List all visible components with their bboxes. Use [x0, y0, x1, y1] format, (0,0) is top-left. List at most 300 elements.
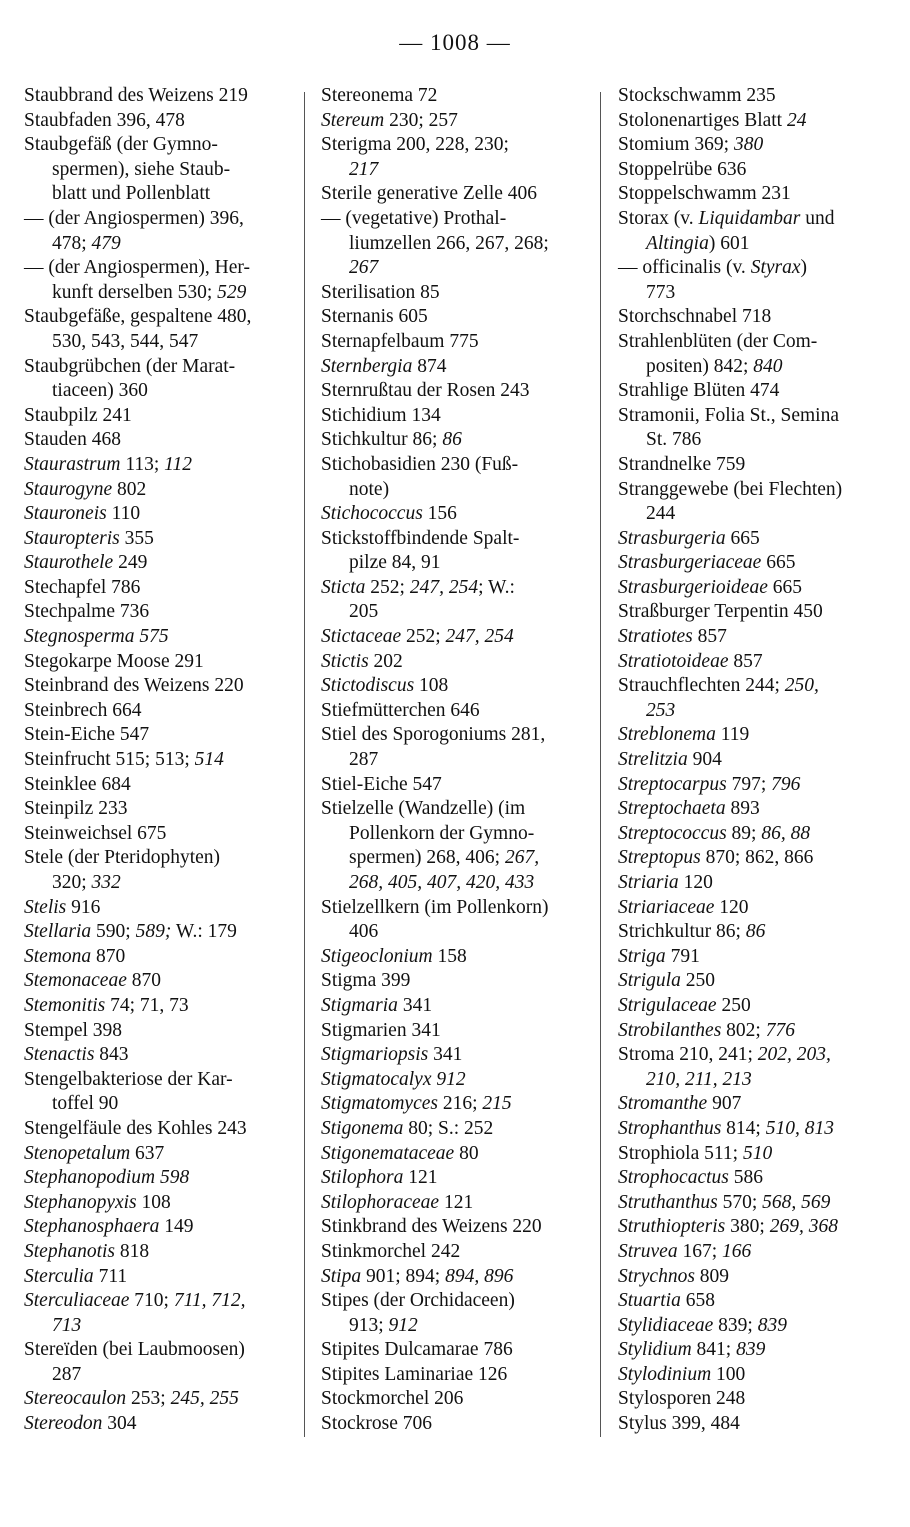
index-entry-line — [24, 945, 296, 970]
index-entry-continuation — [321, 478, 593, 503]
text: 80; S.: 252 — [403, 1117, 494, 1139]
italic-text: 776 — [765, 1019, 795, 1041]
index-entry — [321, 1289, 593, 1338]
text: ; W.: — [478, 576, 515, 598]
text: Stereïden (bei Laubmoosen) — [24, 1339, 245, 1361]
index-entry — [618, 1338, 890, 1363]
italic-text: 253 — [646, 699, 676, 721]
text: 216; — [437, 1093, 483, 1115]
text: 530, 543, 544, 547 — [52, 330, 199, 352]
text: 89; — [726, 822, 762, 844]
index-entry-line — [321, 945, 593, 970]
text: 773 — [646, 281, 676, 303]
text: 870 — [126, 970, 161, 992]
italic-text: Stephanopyxis — [24, 1191, 137, 1213]
index-column-3 — [618, 84, 890, 1437]
index-entry-line — [618, 1314, 890, 1339]
index-entry-line — [618, 896, 890, 921]
italic-text: Sticta — [321, 576, 366, 598]
italic-text: Stenopetalum — [24, 1142, 131, 1164]
italic-text: Struvea — [618, 1240, 678, 1262]
text: 802; — [721, 1019, 766, 1041]
index-entry — [24, 1166, 296, 1191]
index-entry — [618, 1043, 890, 1092]
index-entry — [618, 109, 890, 134]
index-column-1 — [24, 84, 296, 1437]
index-entry-line — [618, 1387, 890, 1412]
text: 121 — [403, 1167, 438, 1189]
index-entry — [24, 207, 296, 256]
italic-text: 711, 712, — [173, 1290, 246, 1312]
text: Sterile generative Zelle 406 — [321, 183, 538, 205]
index-entry-line — [24, 551, 296, 576]
index-entry — [24, 1412, 296, 1437]
index-entry — [321, 84, 593, 109]
text: 121 — [439, 1191, 474, 1213]
text: 590; — [91, 921, 136, 943]
italic-text: Stipa — [321, 1265, 362, 1287]
index-entry — [321, 896, 593, 945]
text: Stipites Dulcamarae 786 — [321, 1339, 513, 1361]
index-entry-continuation — [24, 379, 296, 404]
text: 857 — [728, 650, 763, 672]
index-entry-line — [321, 1387, 593, 1412]
italic-text: Stigmatocalyx 912 — [321, 1068, 466, 1090]
index-entry-line — [24, 748, 296, 773]
italic-text: 713 — [52, 1314, 82, 1336]
italic-text: 210, 211, 213 — [646, 1068, 752, 1090]
text: — (der Angiospermen), Her- — [24, 257, 250, 279]
italic-text: 86 — [442, 429, 462, 451]
italic-text: Staurothele — [24, 552, 114, 574]
italic-text: Stilophora — [321, 1167, 404, 1189]
italic-text: Stellaria — [24, 921, 92, 943]
index-entry — [24, 502, 296, 527]
text: Stinkmorchel 242 — [321, 1240, 461, 1262]
text: 149 — [159, 1216, 194, 1238]
index-entry-continuation — [24, 1363, 296, 1388]
index-entry — [321, 379, 593, 404]
index-entry — [618, 527, 890, 552]
text: Staubgefäß (der Gymno- — [24, 134, 218, 156]
text: Stramonii, Folia St., Semina — [618, 404, 840, 426]
index-entry-line — [618, 109, 890, 134]
index-entry-line — [618, 404, 890, 429]
text: Steinweichsel 675 — [24, 822, 167, 844]
index-entry — [321, 355, 593, 380]
text: note) — [349, 478, 390, 500]
index-entry-line — [321, 527, 593, 552]
index-entry-continuation — [618, 699, 890, 724]
index-entry-line — [24, 896, 296, 921]
index-entry — [321, 1117, 593, 1142]
italic-text: 217 — [349, 158, 379, 180]
index-entry — [24, 600, 296, 625]
index-entry-line — [24, 305, 296, 330]
text: 893 — [725, 798, 760, 820]
text: 665 — [725, 527, 760, 549]
index-entry — [24, 355, 296, 404]
italic-text: Altingia — [646, 232, 709, 254]
index-entry — [618, 330, 890, 379]
index-entry — [24, 1142, 296, 1167]
text: 380; — [725, 1216, 770, 1238]
text: liumzellen 266, 267, 268; — [349, 232, 549, 254]
text: Staubbrand des Weizens 219 — [24, 85, 248, 106]
index-entry — [618, 158, 890, 183]
index-entry — [618, 453, 890, 478]
index-entry — [618, 650, 890, 675]
index-entry-line — [321, 674, 593, 699]
index-entry-line — [24, 699, 296, 724]
italic-text: 215 — [482, 1093, 512, 1115]
index-entry-line — [321, 428, 593, 453]
italic-text: Stephanotis — [24, 1240, 115, 1262]
italic-text: Staurogyne — [24, 478, 113, 500]
index-entry — [24, 748, 296, 773]
index-entry-line — [618, 330, 890, 355]
index-entry — [618, 1240, 890, 1265]
index-entry — [24, 773, 296, 798]
index-entry-continuation — [24, 1092, 296, 1117]
index-entry — [321, 969, 593, 994]
italic-text: Sterculiaceae — [24, 1290, 130, 1312]
index-entry — [321, 699, 593, 724]
index-entry — [321, 625, 593, 650]
index-entry — [321, 428, 593, 453]
index-entry — [24, 969, 296, 994]
index-entry — [24, 404, 296, 429]
index-entry-line — [321, 404, 593, 429]
italic-text: 267, — [504, 847, 540, 869]
index-entry — [24, 1191, 296, 1216]
index-entry — [24, 527, 296, 552]
index-entry-line — [24, 1142, 296, 1167]
index-entry-line — [618, 1117, 890, 1142]
index-entry — [321, 1068, 593, 1093]
text: 230; 257 — [384, 109, 458, 131]
index-entry — [618, 256, 890, 305]
index-entry — [618, 478, 890, 527]
index-entry-line — [321, 1240, 593, 1265]
index-entry — [321, 527, 593, 576]
italic-text: Strophocactus — [618, 1167, 729, 1189]
text: St. 786 — [646, 429, 702, 451]
text: Strauchflechten 244; — [618, 675, 785, 697]
italic-text: Striga — [618, 945, 666, 967]
text: 797; — [726, 773, 772, 795]
index-entry — [24, 822, 296, 847]
text: Stomium 369; — [618, 134, 734, 156]
index-entry — [618, 1265, 890, 1290]
index-entry-line — [618, 551, 890, 576]
text: 791 — [665, 945, 700, 967]
text: 665 — [761, 552, 796, 574]
index-entry — [618, 1215, 890, 1240]
index-entry — [321, 797, 593, 895]
italic-text: 267 — [349, 257, 379, 279]
index-entry-continuation — [321, 232, 593, 257]
text: Strandnelke 759 — [618, 453, 746, 475]
index-entry-continuation — [24, 330, 296, 355]
index-entry — [24, 109, 296, 134]
italic-text: Stylidiaceae — [618, 1314, 714, 1336]
index-entry-line — [618, 822, 890, 847]
index-entry — [321, 305, 593, 330]
text: Stigma 399 — [321, 970, 411, 992]
index-entry — [618, 846, 890, 871]
index-entry — [618, 1092, 890, 1117]
italic-text: Struthiopteris — [618, 1216, 726, 1238]
index-entry — [24, 723, 296, 748]
index-entry-line — [24, 920, 296, 945]
italic-text: Stromanthe — [618, 1093, 708, 1115]
text: 710; — [129, 1290, 174, 1312]
index-entry-line — [321, 502, 593, 527]
text: 74; 71, 73 — [105, 994, 189, 1016]
italic-text: Stigmatomyces — [321, 1093, 438, 1115]
index-entry-line — [321, 896, 593, 921]
index-entry — [618, 404, 890, 453]
index-entry-line — [24, 576, 296, 601]
index-entry — [24, 797, 296, 822]
index-entry — [618, 84, 890, 109]
index-entry — [24, 945, 296, 970]
text: 205 — [349, 601, 379, 623]
index-entry — [24, 428, 296, 453]
index-entry-continuation — [618, 232, 890, 257]
text: Steinfrucht 515; 513; — [24, 749, 195, 771]
index-entry — [24, 650, 296, 675]
text: 119 — [715, 724, 750, 746]
text: Strahlenblüten (der Com- — [618, 330, 818, 352]
index-entry-line — [321, 625, 593, 650]
italic-text: 245, 255 — [170, 1388, 239, 1410]
text: 916 — [66, 896, 101, 918]
index-entry — [24, 576, 296, 601]
index-entry — [321, 1019, 593, 1044]
index-entry — [618, 576, 890, 601]
index-entry-line — [24, 256, 296, 281]
italic-text: Streblonema — [618, 724, 716, 746]
index-entry-line — [321, 773, 593, 798]
index-entry — [321, 207, 593, 281]
index-entry-line — [321, 84, 593, 109]
index-entry-line — [321, 1289, 593, 1314]
index-entry-line — [321, 182, 593, 207]
text: Strophiola 511; — [618, 1142, 743, 1164]
index-entry — [24, 896, 296, 921]
italic-text: Stemonaceae — [24, 970, 127, 992]
index-entry — [618, 871, 890, 896]
italic-text: 514 — [194, 749, 224, 771]
text: Stereonema 72 — [321, 85, 438, 106]
text: 320; — [52, 872, 92, 893]
index-entry — [321, 1387, 593, 1412]
italic-text: 529 — [217, 281, 247, 303]
text: Stroma 210, 241; — [618, 1044, 758, 1066]
index-entry — [618, 1191, 890, 1216]
index-entry — [321, 281, 593, 306]
italic-text: 912 — [388, 1314, 418, 1336]
italic-text: Stauroneis — [24, 503, 107, 525]
index-entry-line — [321, 1068, 593, 1093]
text: Stempel 398 — [24, 1019, 123, 1041]
index-entry — [24, 1289, 296, 1338]
index-entry-line — [321, 281, 593, 306]
text: Stipes (der Orchidaceen) — [321, 1290, 515, 1312]
italic-text: 112 — [164, 453, 192, 475]
text: Stipites Laminariae 126 — [321, 1363, 508, 1385]
text: positen) 842; — [646, 355, 754, 377]
index-entry — [618, 945, 890, 970]
text: kunft derselben 530; — [52, 281, 218, 303]
index-entry — [321, 1240, 593, 1265]
index-entry — [618, 822, 890, 847]
index-entry-line — [618, 994, 890, 1019]
index-entry — [618, 379, 890, 404]
index-entry — [618, 994, 890, 1019]
italic-text: Stilophoraceae — [321, 1191, 440, 1213]
index-entry-line — [24, 723, 296, 748]
index-entry — [24, 994, 296, 1019]
text: 120 — [678, 872, 713, 893]
index-entry — [321, 945, 593, 970]
italic-text: Stereum — [321, 109, 385, 131]
italic-text: Staurastrum — [24, 453, 121, 475]
index-entry-line — [321, 379, 593, 404]
text: Sterilisation 85 — [321, 281, 440, 303]
index-entry-line — [321, 453, 593, 478]
text: Pollenkorn der Gymno- — [349, 822, 535, 844]
text: 250 — [680, 970, 715, 992]
index-entry — [321, 330, 593, 355]
italic-text: Strelitzia — [618, 749, 688, 771]
index-entry-line — [321, 133, 593, 158]
text: spermen) 268, 406; — [349, 847, 505, 869]
text: 870 — [91, 945, 126, 967]
italic-text: Stictis — [321, 650, 369, 672]
index-entry-line — [24, 994, 296, 1019]
text: 341 — [397, 994, 433, 1016]
index-entry-line — [618, 576, 890, 601]
index-entry — [24, 1338, 296, 1387]
italic-text: Strasburgeriaceae — [618, 552, 762, 574]
italic-text: 202, 203, — [757, 1044, 831, 1066]
index-entry-line — [24, 625, 296, 650]
index-entry — [24, 84, 296, 109]
index-entry — [24, 1117, 296, 1142]
index-entry-line — [618, 723, 890, 748]
index-entry — [618, 625, 890, 650]
index-entry — [24, 674, 296, 699]
italic-text: Stereocaulon — [24, 1388, 127, 1410]
index-entry — [24, 478, 296, 503]
italic-text: Strophanthus — [618, 1117, 722, 1139]
index-entry-line — [24, 84, 296, 109]
text: Staubfaden 396, 478 — [24, 109, 185, 131]
index-entry — [24, 1068, 296, 1117]
text: 802 — [112, 478, 147, 500]
index-entry-line — [24, 1117, 296, 1142]
text: 839; — [713, 1314, 758, 1336]
index-entry-continuation — [618, 281, 890, 306]
text: Stichidium 134 — [321, 404, 441, 426]
italic-text: Stigonemataceae — [321, 1142, 455, 1164]
text: — (der Angiospermen) 396, — [24, 207, 244, 229]
index-entry-line — [24, 1068, 296, 1093]
italic-text: Stauropteris — [24, 527, 120, 549]
index-entry-line — [618, 1043, 890, 1068]
text: 249 — [113, 552, 148, 574]
index-entry-continuation — [24, 232, 296, 257]
index-entry — [618, 600, 890, 625]
index-entry-continuation — [24, 158, 296, 183]
text: 586 — [728, 1167, 763, 1189]
index-entry-line — [618, 379, 890, 404]
text: 478; — [52, 232, 92, 254]
column-divider — [600, 92, 601, 1437]
index-entry-line — [321, 1338, 593, 1363]
text: 108 — [414, 675, 449, 697]
index-entry — [321, 723, 593, 772]
italic-text: Sterculia — [24, 1265, 94, 1287]
index-entry — [618, 1314, 890, 1339]
index-entry-line — [24, 969, 296, 994]
index-entry — [24, 133, 296, 207]
page-number: — 1008 — — [399, 30, 511, 55]
text: Staubgrübchen (der Marat- — [24, 355, 236, 377]
index-entry-line — [321, 1363, 593, 1388]
text: Stylus 399, 484 — [618, 1413, 740, 1435]
text: Staubpilz 241 — [24, 404, 132, 426]
index-entry-line — [618, 1142, 890, 1167]
italic-text: 24 — [786, 109, 807, 131]
text: 110 — [106, 503, 141, 525]
index-entry — [321, 1092, 593, 1117]
text: 113; — [120, 453, 165, 475]
index-entry — [24, 1240, 296, 1265]
italic-text: Stichococcus — [321, 503, 423, 525]
index-entry — [321, 1363, 593, 1388]
text: Stolonenartiges Blatt — [618, 109, 787, 131]
index-entry-line — [321, 330, 593, 355]
text: 843 — [94, 1044, 129, 1066]
index-entry-line — [618, 773, 890, 798]
index-entry-continuation — [321, 920, 593, 945]
index-entry-line — [24, 502, 296, 527]
index-entry-line — [24, 1043, 296, 1068]
text: 156 — [422, 503, 457, 525]
index-entry — [24, 1019, 296, 1044]
index-entry-continuation — [24, 281, 296, 306]
italic-text: Stuartia — [618, 1290, 681, 1312]
index-entry — [618, 896, 890, 921]
index-entry — [618, 920, 890, 945]
index-entry-line — [24, 527, 296, 552]
italic-text: Stictaceae — [321, 626, 402, 648]
text: pilze 84, 91 — [349, 552, 441, 574]
index-entry — [321, 182, 593, 207]
index-entry — [24, 551, 296, 576]
text: 570; — [717, 1191, 763, 1213]
index-entry — [321, 1043, 593, 1068]
italic-text: Stemonitis — [24, 994, 106, 1016]
index-entry-line — [321, 1191, 593, 1216]
text: Sterigma 200, 228, 230; — [321, 134, 509, 156]
index-entry-line — [24, 1338, 296, 1363]
italic-text: 269, 368 — [769, 1216, 838, 1238]
